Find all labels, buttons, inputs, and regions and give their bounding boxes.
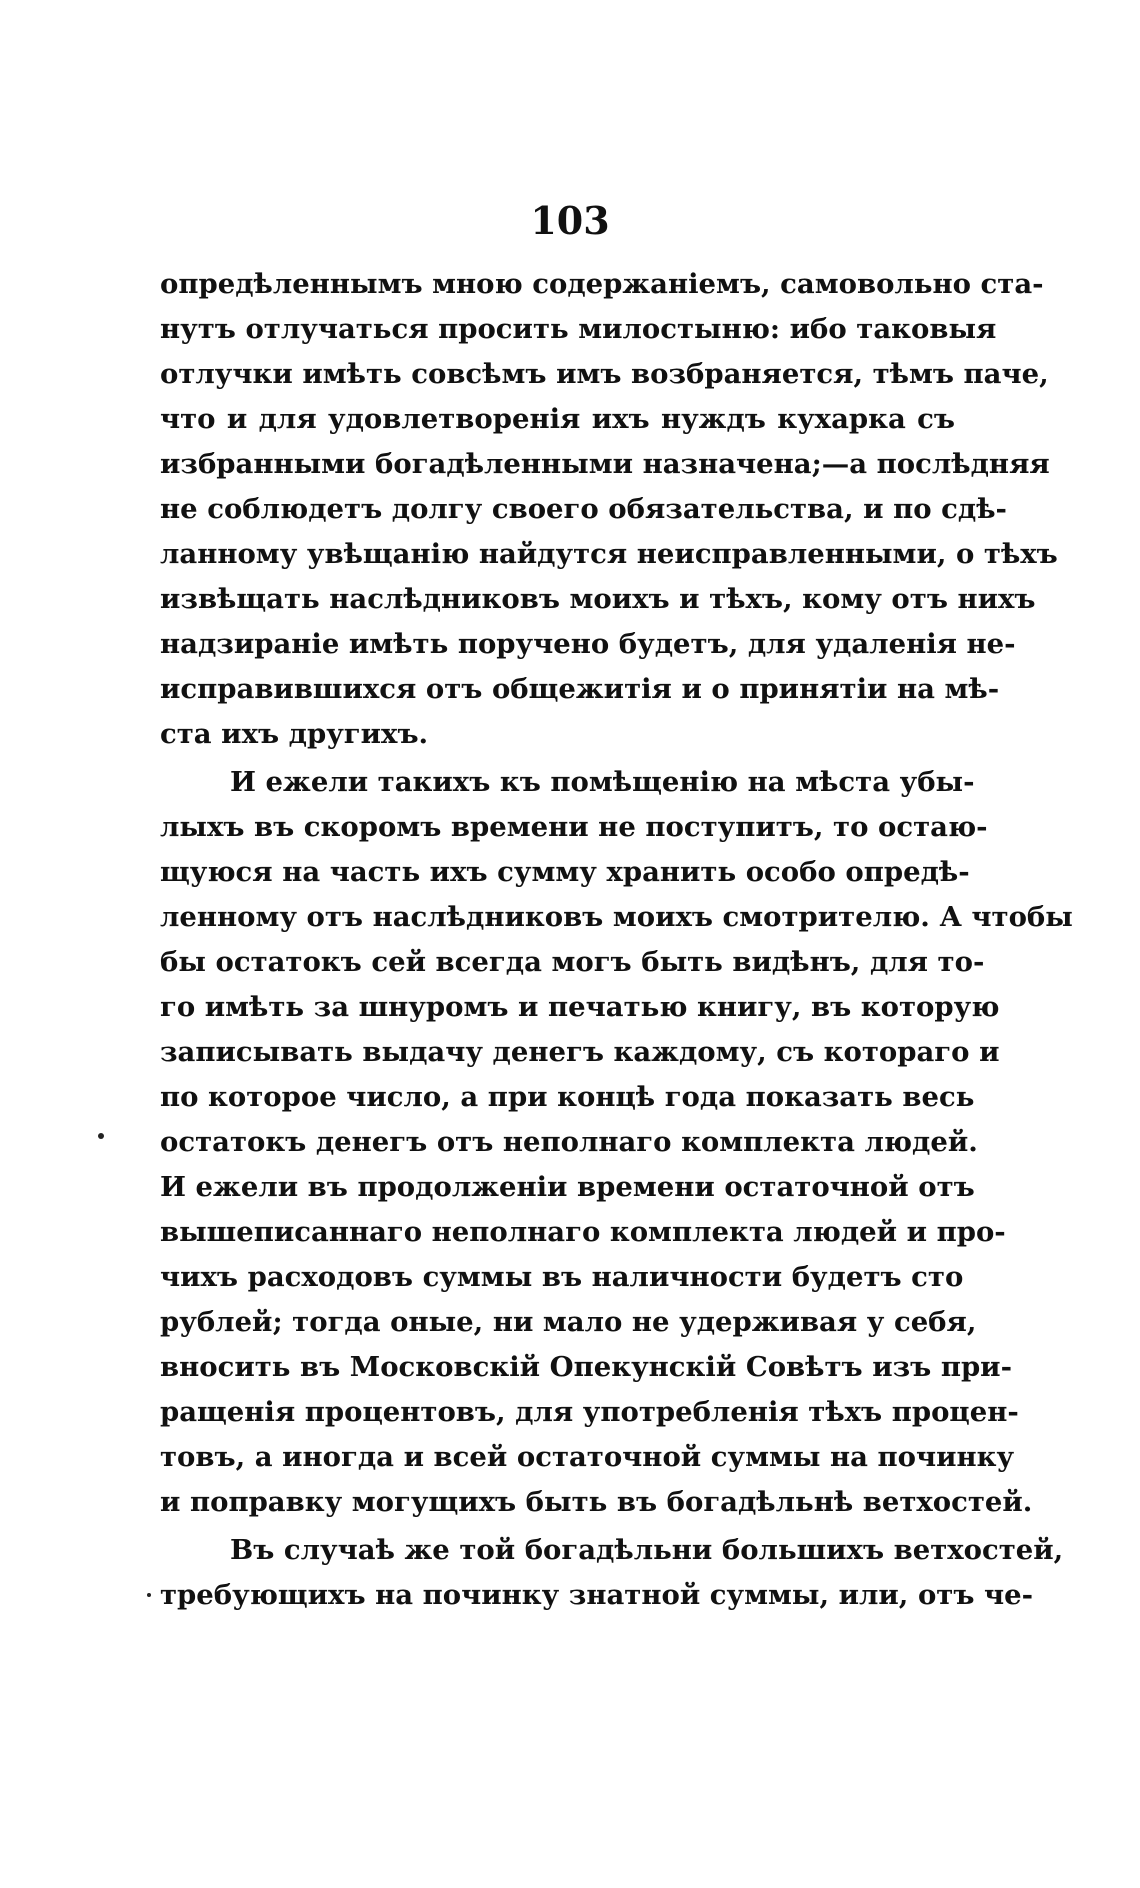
text-line: избранными богадѣленными назначена;—а послѣдняя: [160, 448, 1050, 480]
text-line: товъ, а иногда и всей остаточной суммы на починку: [160, 1441, 1015, 1473]
text-line: ращенія процентовъ, для употребленія тѣхъ процен-: [160, 1396, 1019, 1428]
text-line: отлучки имѣть совсѣмъ имъ возбраняется, тѣмъ паче,: [160, 358, 1049, 390]
text-line: лыхъ въ скоромъ времени не поступитъ, то остаю-: [160, 811, 988, 843]
text-line: щуюся на часть ихъ сумму хранить особо опредѣ-: [160, 856, 970, 888]
text-line: остатокъ денегъ отъ неполнаго комплекта людей.: [160, 1126, 978, 1158]
text-line: и поправку могущихъ быть въ богадѣльнѣ ветхостей.: [160, 1486, 1033, 1518]
text-line: опредѣленнымъ мною содержаніемъ, самовольно ста-: [160, 268, 1044, 300]
text-line: исправившихся отъ общежитія и о принятіи на мѣ-: [160, 673, 1000, 705]
ink-speck: [147, 1593, 151, 1597]
text-line: бы остатокъ сей всегда могъ быть видѣнъ, для то-: [160, 946, 985, 978]
text-line: вышеписаннаго неполнаго комплекта людей и про-: [160, 1216, 1006, 1248]
text-line: вносить въ Московскій Опекунскій Совѣтъ изъ при-: [160, 1351, 1012, 1383]
text-line: требующихъ на починку знатной суммы, или, отъ че-: [160, 1579, 1034, 1611]
text-line: нутъ отлучаться просить милостыню: ибо таковыя: [160, 313, 997, 345]
text-line: Въ случаѣ же той богадѣльни большихъ ветхостей,: [230, 1534, 1064, 1566]
text-line: ленному отъ наслѣдниковъ моихъ смотрителю. А чтобы: [160, 901, 1073, 933]
text-line: ста ихъ другихъ.: [160, 718, 429, 750]
text-line: надзираніе имѣть поручено будетъ, для удаленія не-: [160, 628, 1016, 660]
text-line: чихъ расходовъ суммы въ наличности будетъ сто: [160, 1261, 964, 1293]
page-number: 103: [530, 198, 610, 243]
text-line: го имѣть за шнуромъ и печатью книгу, въ которую: [160, 991, 1000, 1023]
text-line: И ежели такихъ къ помѣщенію на мѣста убы-: [230, 766, 975, 798]
text-line: записывать выдачу денегъ каждому, съ котораго и: [160, 1036, 1000, 1068]
text-line: И ежели въ продолженіи времени остаточной отъ: [160, 1171, 975, 1203]
text-line: ланному увѣщанію найдутся неисправленными, о тѣхъ: [160, 538, 1058, 570]
ink-speck: [98, 1133, 104, 1139]
text-line: не соблюдетъ долгу своего обязательства, и по сдѣ-: [160, 493, 1007, 525]
text-line: по которое число, а при концѣ года показать весь: [160, 1081, 975, 1113]
text-line: рублей; тогда оные, ни мало не удерживая у себя,: [160, 1306, 977, 1338]
text-line: что и для удовлетворенія ихъ нуждъ кухарка съ: [160, 403, 955, 435]
text-line: извѣщать наслѣдниковъ моихъ и тѣхъ, кому отъ нихъ: [160, 583, 1036, 615]
